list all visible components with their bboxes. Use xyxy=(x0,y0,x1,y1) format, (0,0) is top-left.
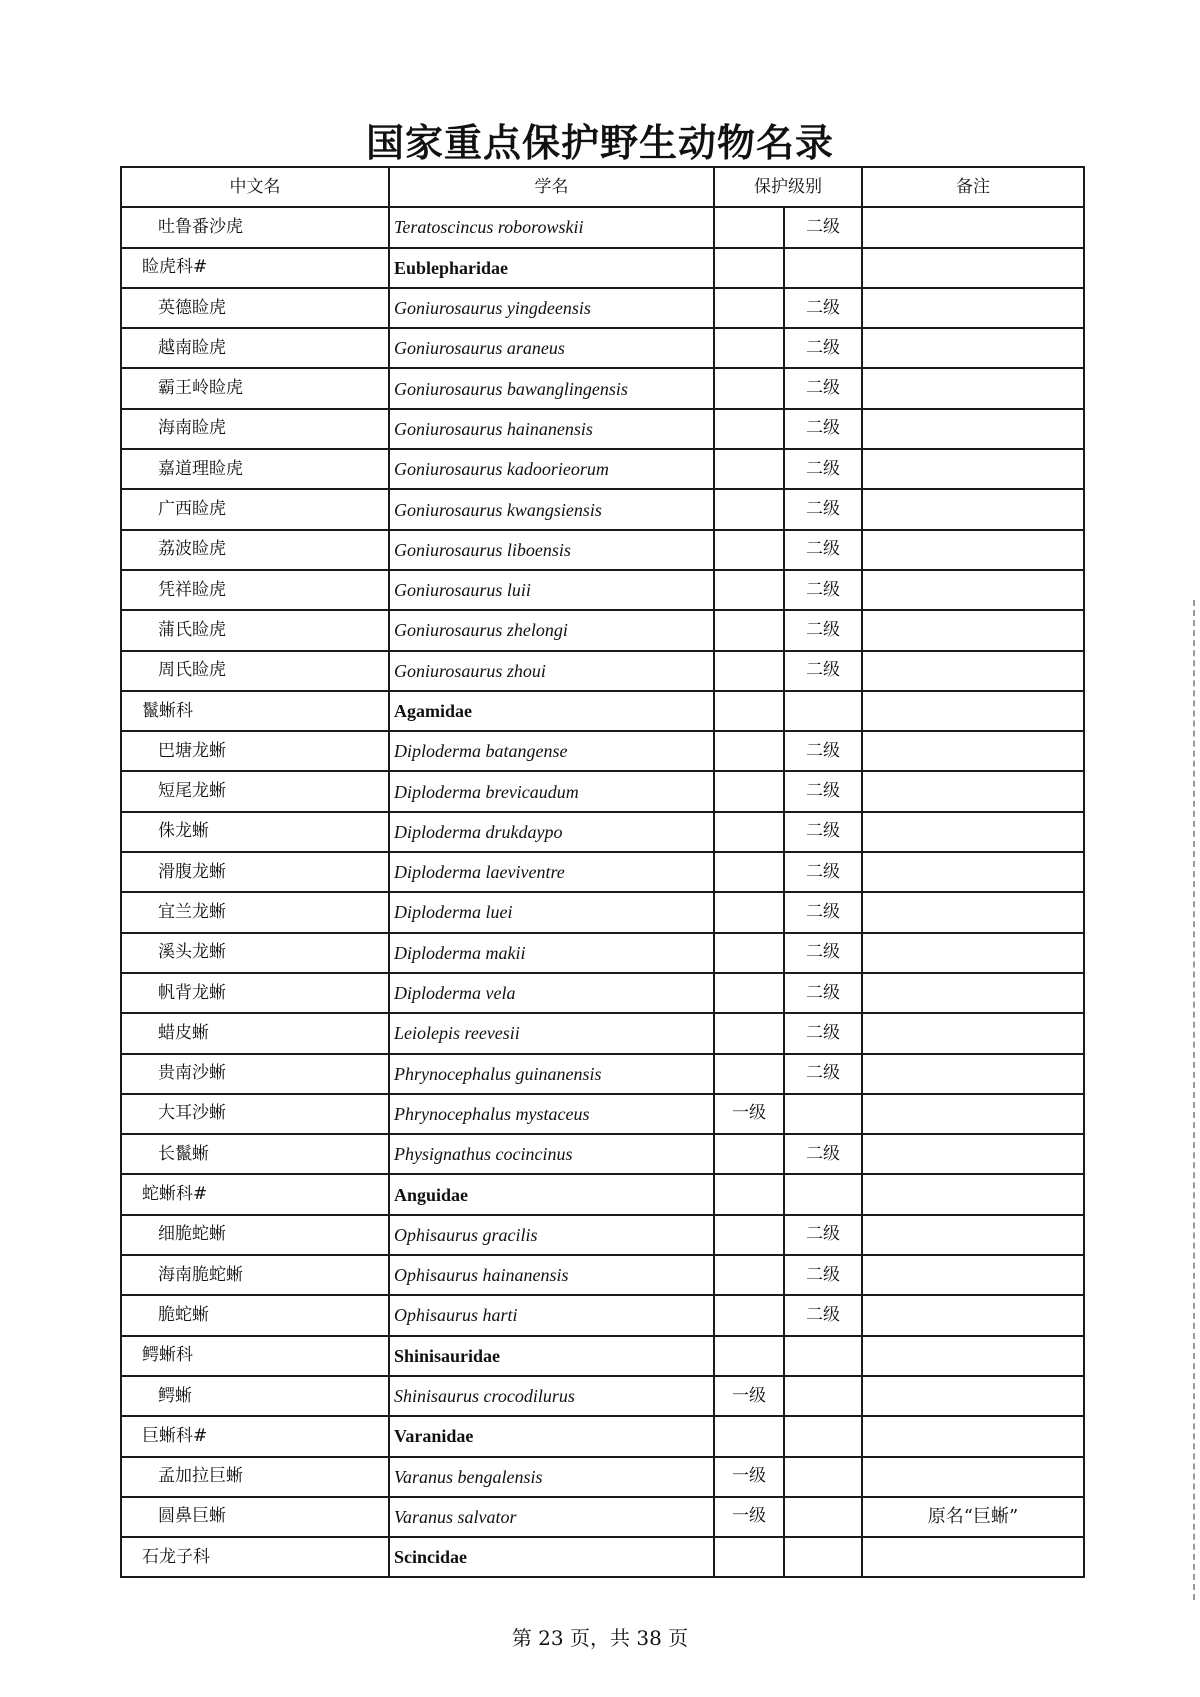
level-one-cell xyxy=(714,409,784,449)
level-two-cell: 二级 xyxy=(784,570,862,610)
scientific-name-cell: Goniurosaurus kwangsiensis xyxy=(389,489,714,529)
chinese-name-cell: 广西睑虎 xyxy=(121,489,389,529)
table-header-row xyxy=(121,167,1084,207)
level-two-cell: 二级 xyxy=(784,852,862,892)
species-row xyxy=(121,409,1084,449)
note-cell xyxy=(862,651,1084,691)
level-two-cell: 二级 xyxy=(784,610,862,650)
note-cell xyxy=(862,1336,1084,1376)
chinese-name-cell: 蜡皮蜥 xyxy=(121,1013,389,1053)
species-row xyxy=(121,1255,1084,1295)
level-two-cell: 二级 xyxy=(784,409,862,449)
family-row xyxy=(121,1416,1084,1456)
chinese-name-cell: 蛇蜥科# xyxy=(121,1174,389,1214)
family-row xyxy=(121,691,1084,731)
note-cell xyxy=(862,1537,1084,1577)
scientific-name-cell: Goniurosaurus liboensis xyxy=(389,530,714,570)
note-cell: 原名“巨蜥” xyxy=(862,1497,1084,1537)
level-two-cell: 二级 xyxy=(784,288,862,328)
note-cell xyxy=(862,207,1084,247)
note-cell xyxy=(862,288,1084,328)
level-two-cell xyxy=(784,1497,862,1537)
level-two-cell: 二级 xyxy=(784,328,862,368)
chinese-name-cell: 蒲氏睑虎 xyxy=(121,610,389,650)
scientific-name-cell: Goniurosaurus kadoorieorum xyxy=(389,449,714,489)
note-cell xyxy=(862,812,1084,852)
chinese-name-cell: 海南脆蛇蜥 xyxy=(121,1255,389,1295)
scientific-name-cell: Ophisaurus hainanensis xyxy=(389,1255,714,1295)
species-row xyxy=(121,1134,1084,1174)
chinese-name-cell: 细脆蛇蜥 xyxy=(121,1215,389,1255)
level-one-cell xyxy=(714,1134,784,1174)
scientific-name-cell: Goniurosaurus zhoui xyxy=(389,651,714,691)
level-two-cell: 二级 xyxy=(784,651,862,691)
level-one-cell xyxy=(714,812,784,852)
level-one-cell xyxy=(714,651,784,691)
scientific-name-cell: Diploderma vela xyxy=(389,973,714,1013)
chinese-name-cell: 侏龙蜥 xyxy=(121,812,389,852)
chinese-name-cell: 吐鲁番沙虎 xyxy=(121,207,389,247)
note-cell xyxy=(862,691,1084,731)
level-two-cell xyxy=(784,1094,862,1134)
scientific-name-cell: Diploderma makii xyxy=(389,933,714,973)
level-two-cell xyxy=(784,1457,862,1497)
level-two-cell: 二级 xyxy=(784,1255,862,1295)
level-two-cell xyxy=(784,1174,862,1214)
header-chinese-name: 中文名 xyxy=(121,167,389,207)
chinese-name-cell: 巴塘龙蜥 xyxy=(121,731,389,771)
chinese-name-cell: 霸王岭睑虎 xyxy=(121,368,389,408)
family-row xyxy=(121,248,1084,288)
note-cell xyxy=(862,1215,1084,1255)
scientific-name-cell: Goniurosaurus luii xyxy=(389,570,714,610)
level-two-cell: 二级 xyxy=(784,933,862,973)
level-one-cell xyxy=(714,1174,784,1214)
scientific-name-cell: Varanus salvator xyxy=(389,1497,714,1537)
note-cell xyxy=(862,1094,1084,1134)
species-row xyxy=(121,1094,1084,1134)
species-row xyxy=(121,933,1084,973)
species-table xyxy=(120,166,1085,1578)
header-protection-level: 保护级别 xyxy=(714,167,862,207)
chinese-name-cell: 石龙子科 xyxy=(121,1537,389,1577)
chinese-name-cell: 鬣蜥科 xyxy=(121,691,389,731)
species-row xyxy=(121,530,1084,570)
scientific-name-cell: Shinisaurus crocodilurus xyxy=(389,1376,714,1416)
chinese-name-cell: 荔波睑虎 xyxy=(121,530,389,570)
species-row xyxy=(121,207,1084,247)
level-two-cell: 二级 xyxy=(784,771,862,811)
level-one-cell xyxy=(714,328,784,368)
level-one-cell: 一级 xyxy=(714,1376,784,1416)
level-two-cell: 二级 xyxy=(784,449,862,489)
level-two-cell: 二级 xyxy=(784,1054,862,1094)
header-notes: 备注 xyxy=(862,167,1084,207)
species-row xyxy=(121,328,1084,368)
note-cell xyxy=(862,610,1084,650)
species-row xyxy=(121,973,1084,1013)
level-two-cell xyxy=(784,1336,862,1376)
level-one-cell xyxy=(714,1054,784,1094)
scientific-name-cell: Phrynocephalus mystaceus xyxy=(389,1094,714,1134)
scientific-name-cell: Diploderma luei xyxy=(389,892,714,932)
species-row xyxy=(121,651,1084,691)
level-one-cell xyxy=(714,530,784,570)
chinese-name-cell: 鳄蜥科 xyxy=(121,1336,389,1376)
species-row xyxy=(121,1497,1084,1537)
level-two-cell: 二级 xyxy=(784,207,862,247)
level-two-cell xyxy=(784,248,862,288)
note-cell xyxy=(862,892,1084,932)
level-one-cell xyxy=(714,892,784,932)
level-one-cell xyxy=(714,1537,784,1577)
level-one-cell xyxy=(714,771,784,811)
scientific-name-cell: Goniurosaurus araneus xyxy=(389,328,714,368)
level-one-cell xyxy=(714,449,784,489)
scientific-name-cell: Diploderma brevicaudum xyxy=(389,771,714,811)
chinese-name-cell: 睑虎科# xyxy=(121,248,389,288)
species-row xyxy=(121,1013,1084,1053)
level-two-cell xyxy=(784,691,862,731)
chinese-name-cell: 滑腹龙蜥 xyxy=(121,852,389,892)
level-two-cell: 二级 xyxy=(784,489,862,529)
scientific-name-cell: Goniurosaurus hainanensis xyxy=(389,409,714,449)
level-one-cell xyxy=(714,248,784,288)
level-one-cell xyxy=(714,610,784,650)
note-cell xyxy=(862,1295,1084,1335)
level-two-cell xyxy=(784,1537,862,1577)
species-row xyxy=(121,570,1084,610)
species-row xyxy=(121,1295,1084,1335)
scientific-name-cell: Goniurosaurus zhelongi xyxy=(389,610,714,650)
note-cell xyxy=(862,1174,1084,1214)
chinese-name-cell: 海南睑虎 xyxy=(121,409,389,449)
species-row xyxy=(121,1457,1084,1497)
level-two-cell: 二级 xyxy=(784,368,862,408)
note-cell xyxy=(862,328,1084,368)
species-row xyxy=(121,449,1084,489)
level-one-cell xyxy=(714,1215,784,1255)
level-two-cell: 二级 xyxy=(784,892,862,932)
level-two-cell xyxy=(784,1376,862,1416)
chinese-name-cell: 宜兰龙蜥 xyxy=(121,892,389,932)
chinese-name-cell: 圆鼻巨蜥 xyxy=(121,1497,389,1537)
scientific-name-cell: Leiolepis reevesii xyxy=(389,1013,714,1053)
level-two-cell: 二级 xyxy=(784,1134,862,1174)
note-cell xyxy=(862,489,1084,529)
species-row xyxy=(121,1054,1084,1094)
species-row xyxy=(121,1215,1084,1255)
level-one-cell xyxy=(714,288,784,328)
note-cell xyxy=(862,771,1084,811)
note-cell xyxy=(862,449,1084,489)
chinese-name-cell: 越南睑虎 xyxy=(121,328,389,368)
species-row xyxy=(121,892,1084,932)
chinese-name-cell: 凭祥睑虎 xyxy=(121,570,389,610)
note-cell xyxy=(862,368,1084,408)
note-cell xyxy=(862,248,1084,288)
chinese-name-cell: 周氏睑虎 xyxy=(121,651,389,691)
species-row xyxy=(121,610,1084,650)
scientific-name-cell: Ophisaurus harti xyxy=(389,1295,714,1335)
scientific-name-cell: Diploderma drukdaypo xyxy=(389,812,714,852)
level-one-cell xyxy=(714,1013,784,1053)
level-two-cell: 二级 xyxy=(784,973,862,1013)
scientific-name-cell: Agamidae xyxy=(389,691,714,731)
chinese-name-cell: 巨蜥科# xyxy=(121,1416,389,1456)
note-cell xyxy=(862,933,1084,973)
note-cell xyxy=(862,409,1084,449)
scientific-name-cell: Teratoscincus roborowskii xyxy=(389,207,714,247)
level-two-cell: 二级 xyxy=(784,1013,862,1053)
note-cell xyxy=(862,1134,1084,1174)
level-one-cell xyxy=(714,1336,784,1376)
level-one-cell xyxy=(714,852,784,892)
chinese-name-cell: 脆蛇蜥 xyxy=(121,1295,389,1335)
chinese-name-cell: 长鬣蜥 xyxy=(121,1134,389,1174)
chinese-name-cell: 贵南沙蜥 xyxy=(121,1054,389,1094)
species-row xyxy=(121,771,1084,811)
note-cell xyxy=(862,1376,1084,1416)
family-row xyxy=(121,1537,1084,1577)
scientific-name-cell: Physignathus cocincinus xyxy=(389,1134,714,1174)
species-row xyxy=(121,368,1084,408)
scan-edge-divider xyxy=(1193,600,1197,1600)
level-one-cell xyxy=(714,731,784,771)
scientific-name-cell: Shinisauridae xyxy=(389,1336,714,1376)
level-one-cell xyxy=(714,1255,784,1295)
level-one-cell xyxy=(714,933,784,973)
chinese-name-cell: 鳄蜥 xyxy=(121,1376,389,1416)
scientific-name-cell: Goniurosaurus bawanglingensis xyxy=(389,368,714,408)
note-cell xyxy=(862,530,1084,570)
scientific-name-cell: Eublepharidae xyxy=(389,248,714,288)
level-two-cell: 二级 xyxy=(784,530,862,570)
chinese-name-cell: 孟加拉巨蜥 xyxy=(121,1457,389,1497)
header-scientific-name: 学名 xyxy=(389,167,714,207)
note-cell xyxy=(862,1255,1084,1295)
level-one-cell xyxy=(714,1295,784,1335)
level-two-cell xyxy=(784,1416,862,1456)
chinese-name-cell: 短尾龙蜥 xyxy=(121,771,389,811)
scientific-name-cell: Varanidae xyxy=(389,1416,714,1456)
species-row xyxy=(121,288,1084,328)
level-two-cell: 二级 xyxy=(784,731,862,771)
chinese-name-cell: 英德睑虎 xyxy=(121,288,389,328)
scientific-name-cell: Diploderma batangense xyxy=(389,731,714,771)
scientific-name-cell: Phrynocephalus guinanensis xyxy=(389,1054,714,1094)
level-one-cell xyxy=(714,207,784,247)
level-one-cell xyxy=(714,691,784,731)
species-row xyxy=(121,731,1084,771)
level-two-cell: 二级 xyxy=(784,812,862,852)
level-one-cell xyxy=(714,1416,784,1456)
level-two-cell: 二级 xyxy=(784,1295,862,1335)
note-cell xyxy=(862,570,1084,610)
note-cell xyxy=(862,1013,1084,1053)
scientific-name-cell: Diploderma laeviventre xyxy=(389,852,714,892)
page-footer: 第 23 页，共 38 页 xyxy=(511,1626,689,1650)
species-row xyxy=(121,812,1084,852)
note-cell xyxy=(862,852,1084,892)
note-cell xyxy=(862,1054,1084,1094)
level-one-cell: 一级 xyxy=(714,1457,784,1497)
family-row xyxy=(121,1174,1084,1214)
level-one-cell: 一级 xyxy=(714,1497,784,1537)
note-cell xyxy=(862,973,1084,1013)
scientific-name-cell: Scincidae xyxy=(389,1537,714,1577)
chinese-name-cell: 大耳沙蜥 xyxy=(121,1094,389,1134)
level-one-cell xyxy=(714,368,784,408)
level-one-cell xyxy=(714,973,784,1013)
level-two-cell: 二级 xyxy=(784,1215,862,1255)
scientific-name-cell: Anguidae xyxy=(389,1174,714,1214)
chinese-name-cell: 溪头龙蜥 xyxy=(121,933,389,973)
note-cell xyxy=(862,731,1084,771)
chinese-name-cell: 嘉道理睑虎 xyxy=(121,449,389,489)
species-row xyxy=(121,1376,1084,1416)
scientific-name-cell: Goniurosaurus yingdeensis xyxy=(389,288,714,328)
level-one-cell: 一级 xyxy=(714,1094,784,1134)
page-title: 国家重点保护野生动物名录 xyxy=(365,120,834,165)
level-one-cell xyxy=(714,489,784,529)
table-body xyxy=(121,207,1084,1577)
note-cell xyxy=(862,1457,1084,1497)
note-cell xyxy=(862,1416,1084,1456)
scientific-name-cell: Varanus bengalensis xyxy=(389,1457,714,1497)
family-row xyxy=(121,1336,1084,1376)
scientific-name-cell: Ophisaurus gracilis xyxy=(389,1215,714,1255)
species-row xyxy=(121,489,1084,529)
chinese-name-cell: 帆背龙蜥 xyxy=(121,973,389,1013)
level-one-cell xyxy=(714,570,784,610)
species-row xyxy=(121,852,1084,892)
